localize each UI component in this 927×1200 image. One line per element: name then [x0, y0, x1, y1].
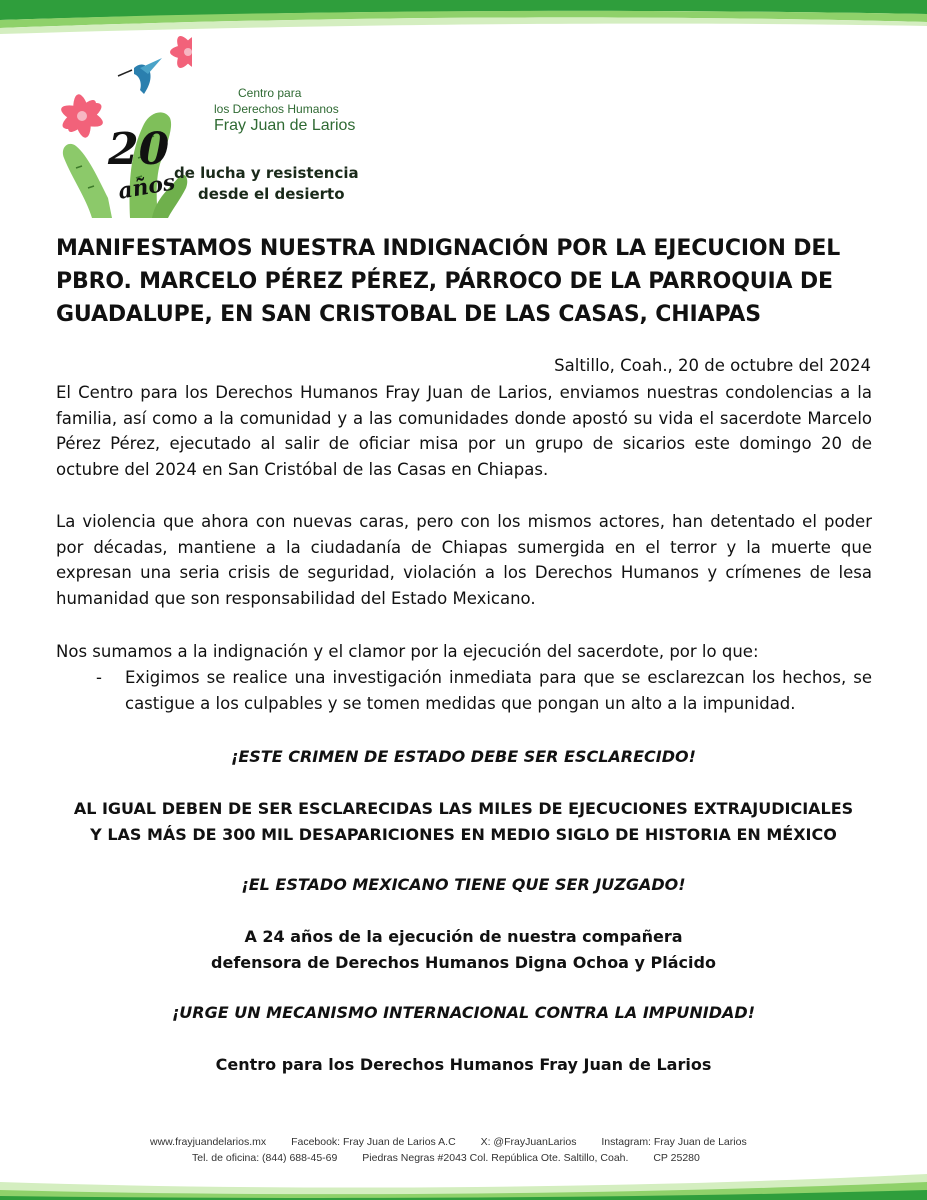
logo-anniversary-word: años — [116, 169, 178, 205]
logo-tagline-1: de lucha y resistencia — [174, 164, 359, 182]
document-headline — [56, 232, 874, 331]
dateline: Saltillo, Coah., 20 de octubre del 2024 — [554, 356, 871, 375]
signature: Centro para los Derechos Humanos Fray Juan de Larios — [215, 1055, 712, 1074]
statement-mechanism: ¡URGE UN MECANISMO INTERNACIONAL CONTRA LA IMPUNIDAD! — [171, 1003, 755, 1022]
headline-line-3: GUADALUPE, EN SAN CRISTOBAL DE LAS CASAS, CHIAPAS — [56, 302, 761, 327]
footer-address: Piedras Negras #2043 Col. República Ote. Saltillo, Coah. — [362, 1152, 629, 1164]
logo-tagline-2: desde el desierto — [198, 185, 345, 203]
footer-phone: Tel. de oficina: (844) 688-45-69 — [192, 1152, 338, 1164]
logo-line-centro: Centro para — [238, 86, 302, 100]
footer-instagram: Instagram: Fray Juan de Larios — [601, 1136, 747, 1148]
statement-executions-2: Y LAS MÁS DE 300 MIL DESAPARICIONES EN MEDIO SIGLO DE HISTORIA EN MÉXICO — [90, 825, 837, 844]
footer-contact-line-2 — [192, 1152, 927, 1164]
logo-line-derechos: los Derechos Humanos — [214, 102, 339, 116]
footer-website-link[interactable]: www.frayjuandelarios.mx — [150, 1136, 267, 1148]
statement-anniversary-2: defensora de Derechos Humanos Digna Ochoa y Plácido — [211, 953, 716, 972]
footer-facebook: Facebook: Fray Juan de Larios A.C — [291, 1136, 456, 1148]
footer-postal-code: CP 25280 — [653, 1152, 700, 1164]
statement-judged: ¡EL ESTADO MEXICANO TIENE QUE SER JUZGADO! — [241, 875, 686, 894]
paragraph-violence: La violencia que ahora con nuevas caras, pero con los mismos actores, han detentado el poder por décadas, mantiene a la ciudadanía de Chiapas sumergida en el terror y la muerte que expresan una seria crisis de seguridad, violación a los Derechos Humanos y crímenes de lesa humanidad que son responsabilidad del Estado Mexicano. — [56, 512, 872, 608]
footer-x-handle: X: @FrayJuanLarios — [480, 1136, 577, 1148]
statement-executions-1: AL IGUAL DEBEN DE SER ESCLARECIDAS LAS MILES DE EJECUCIONES EXTRAJUDICIALES — [73, 799, 854, 818]
logo-anniversary-number: 20 — [108, 124, 170, 175]
logo-line-fray: Fray Juan de Larios — [214, 117, 356, 134]
statement-anniversary-1: A 24 años de la ejecución de nuestra compañera — [244, 927, 683, 946]
statement-crime: ¡ESTE CRIMEN DE ESTADO DEBE SER ESCLARECIDO! — [231, 747, 696, 766]
demand-list-item — [96, 665, 872, 716]
bottom-decorative-band — [0, 1170, 927, 1200]
demand-text: Exigimos se realice una investigación inmediata para que se esclarezcan los hechos, se castigue a los culpables y se tomen medidas que pongan un alto a la impunidad. — [125, 668, 872, 713]
headline-line-2: PBRO. MARCELO PÉREZ PÉREZ, PÁRROCO DE LA PARROQUIA DE — [56, 269, 833, 294]
paragraph-indignation: Nos sumamos a la indignación y el clamor por la ejecución del sacerdote, por lo que: — [56, 642, 759, 661]
paragraph-condolences: El Centro para los Derechos Humanos Fray Juan de Larios, enviamos nuestras condolencias a la familia, así como a la comunidad y a las comunidades donde apostó su vida el sacerdote Marcelo Pérez Pérez, ejecutado al salir de oficiar misa por un grupo de sicarios este domingo 20 de octubre del 2024 en San Cristóbal de las Casas en Chiapas. — [56, 383, 872, 479]
organization-logo — [52, 28, 359, 220]
footer-contact-line-1 — [150, 1136, 927, 1148]
list-dash: - — [96, 668, 102, 687]
headline-line-1: MANIFESTAMOS NUESTRA INDIGNACIÓN POR LA EJECUCION DEL — [56, 236, 841, 261]
